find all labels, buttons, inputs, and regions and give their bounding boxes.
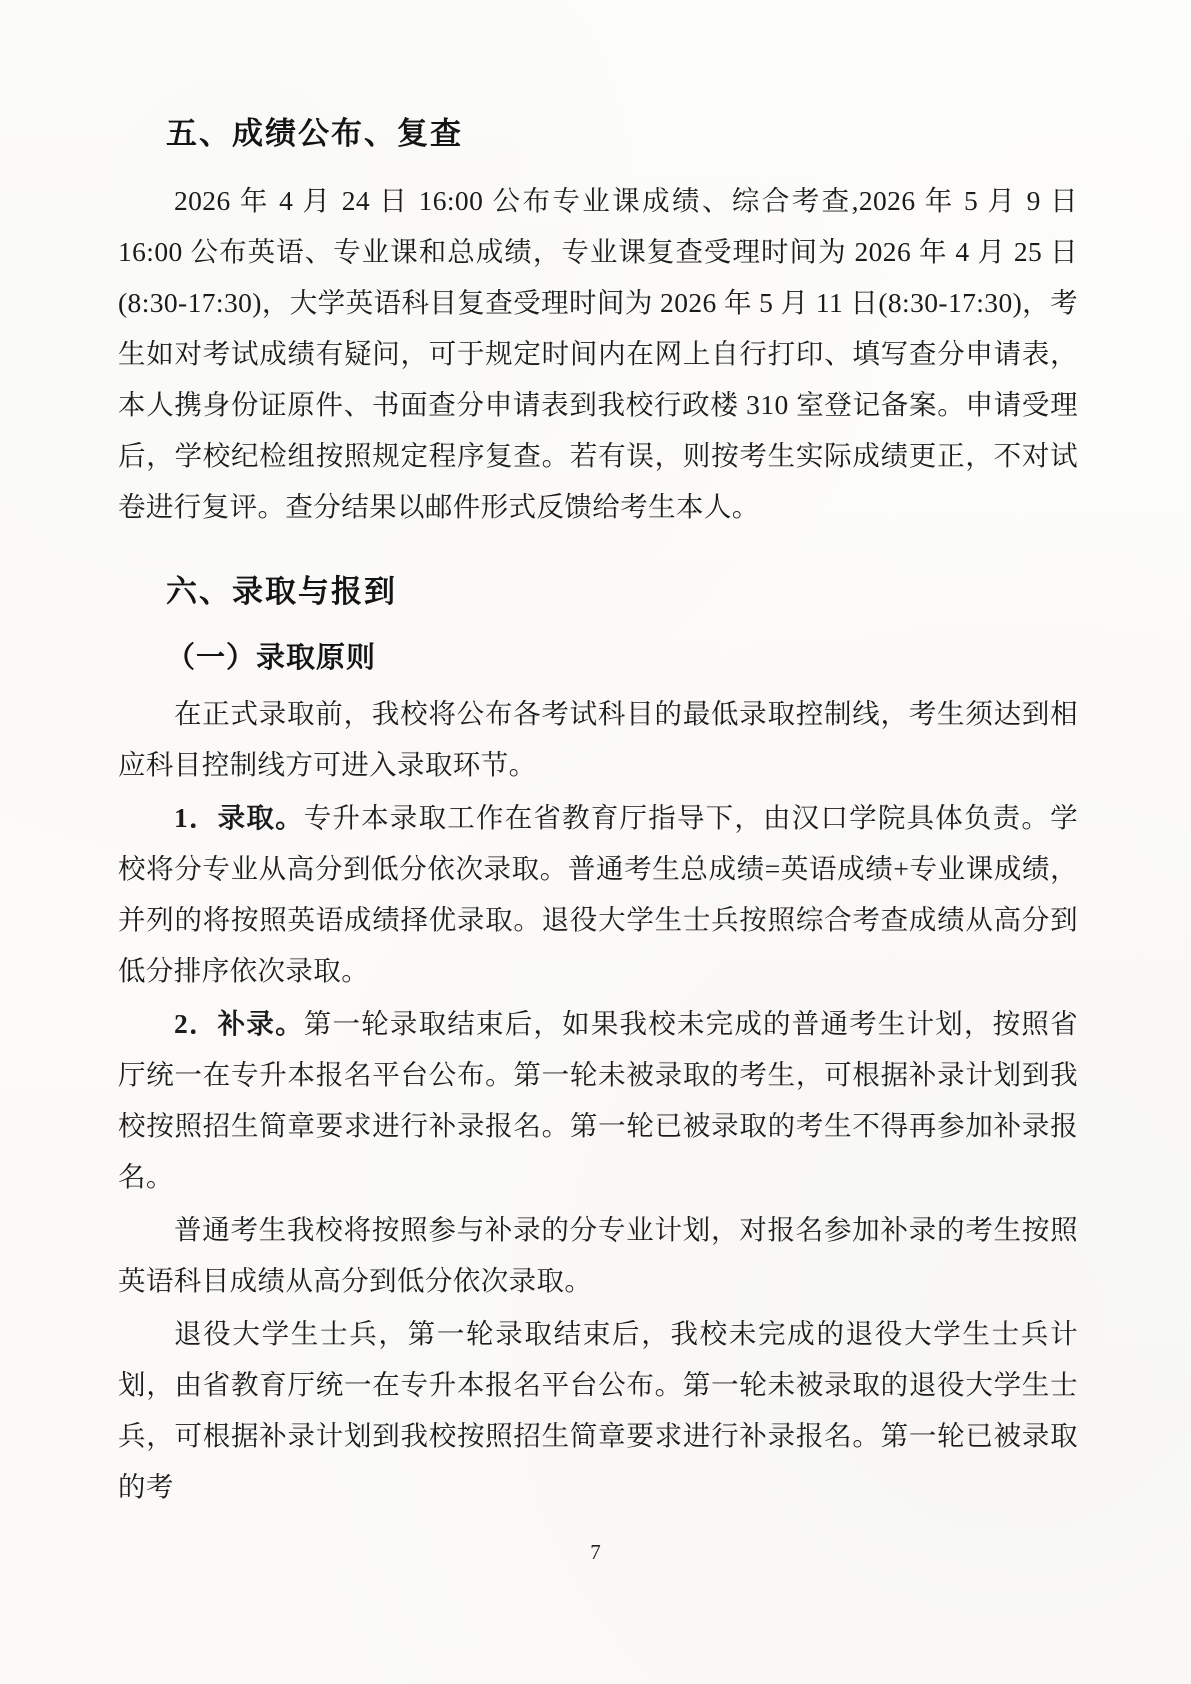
section-heading-six: 六、录取与报到 bbox=[166, 574, 397, 609]
admission-item-2-text: 第一轮录取结束后，如果我校未完成的普通考生计划，按照省厅统一在专升本报名平台公布。第一轮未被录取的考生，可根据补录计划到我校按照招生简章要求进行补录报名。第一轮已被录取的考生不得再参加补录报名。 bbox=[118, 1008, 1078, 1192]
document-body bbox=[118, 108, 1078, 1514]
page-number: 7 bbox=[590, 1540, 601, 1564]
paragraph-admission-item-2 bbox=[118, 998, 1078, 1202]
section-heading-five: 五、成绩公布、复查 bbox=[166, 116, 463, 151]
paragraph-scores-publish: 2026 年 4 月 24 日 16:00 公布专业课成绩、综合考查,2026 年 5 月 9 日 16:00 公布英语、专业课和总成绩，专业课复查受理时间为 2026 年 4 月 25 日 (8:30-17:30)，大学英语科目复查受理时间为 2026 年 5 月 11 日(8:30-17:30)，考生如对考试成绩有疑问，可于规定时间内在网上自行打印、填写查分申请表，本人携身份证原件、书面查分申请表到我校行政楼 310 室登记备案。申请受理后，学校纪检组按照规定程序复查。若有误，则按考生实际成绩更正，不对试卷进行复评。查分结果以邮件形式反馈给考生本人。 bbox=[118, 185, 1078, 522]
admission-item-1-text: 专升本录取工作在省教育厅指导下，由汉口学院具体负责。学校将分专业从高分到低分依次录取。普通考生总成绩=英语成绩+专业课成绩，并列的将按照英语成绩择优录取。退役大学生士兵按照综合考查成绩从高分到低分排序依次录取。 bbox=[118, 802, 1078, 986]
paragraph-admission-principle: 在正式录取前，我校将公布各考试科目的最低录取控制线，考生须达到相应科目控制线方可进入录取环节。 bbox=[118, 698, 1078, 780]
admission-item-1-label: 1．录取。 bbox=[174, 802, 304, 833]
paragraph-admission-item-3: 普通考生我校将按照参与补录的分专业计划，对报名参加补录的考生按照英语科目成绩从高分到低分依次录取。 bbox=[118, 1214, 1078, 1296]
paragraph-admission-item-1 bbox=[118, 792, 1078, 996]
admission-item-2-label: 2．补录。 bbox=[174, 1008, 304, 1039]
paragraph-admission-item-4: 退役大学生士兵，第一轮录取结束后，我校未完成的退役大学生士兵计划，由省教育厅统一在专升本报名平台公布。第一轮未被录取的退役大学生士兵，可根据补录计划到我校按照招生简章要求进行补录报名。第一轮已被录取的考 bbox=[118, 1318, 1078, 1502]
subsection-heading-admission-principle: （一）录取原则 bbox=[166, 642, 377, 674]
